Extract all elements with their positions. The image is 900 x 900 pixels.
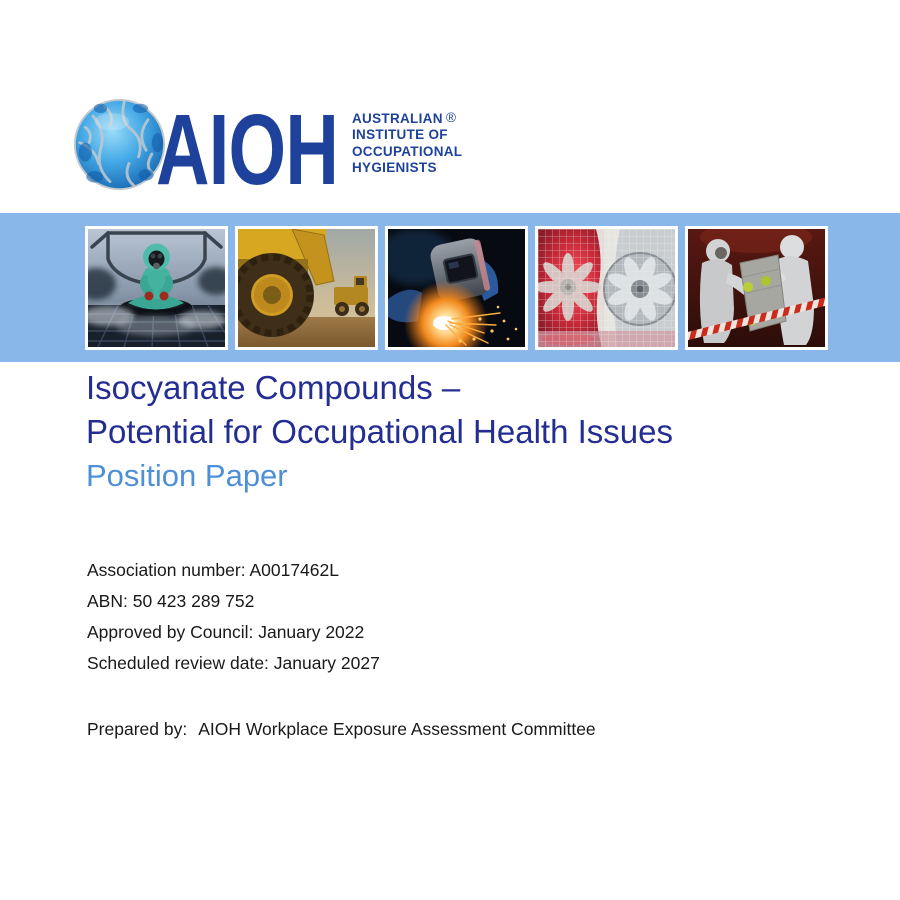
scheduled-review-line: Scheduled review date: January 2027: [87, 653, 380, 673]
logo-org-line: INSTITUTE OF: [352, 127, 448, 143]
banner-photo-welder-sparks: [385, 226, 528, 350]
prepared-by-value: AIOH Workplace Exposure Assessment Committee: [198, 719, 596, 739]
registered-trademark-symbol: ®: [446, 110, 456, 125]
document-title-line1: Isocyanate Compounds –: [86, 369, 461, 406]
banner-photo-yellow-mining-truck: [235, 226, 378, 350]
document-meta: [87, 555, 380, 679]
document-title-line2: Potential for Occupational Health Issues: [86, 412, 673, 450]
prepared-by-line: [87, 714, 596, 745]
document-subtitle: Position Paper: [86, 458, 288, 493]
association-number-line: Association number: A0017462L: [87, 560, 339, 580]
aioh-globe-icon: [72, 97, 167, 192]
banner-photo-industrial-exhaust-fans: [535, 226, 678, 350]
logo-org-line: AUSTRALIAN: [352, 111, 443, 126]
logo-acronym: AIOH: [156, 94, 339, 206]
logo-org-line: OCCUPATIONAL: [352, 143, 463, 159]
photo-strip: [85, 226, 828, 350]
photo-banner: [0, 213, 900, 362]
abn-line: ABN: 50 423 289 752: [87, 591, 255, 611]
approved-by-council-line: Approved by Council: January 2022: [87, 622, 365, 642]
banner-photo-worker-green-chemical-suit: [85, 226, 228, 350]
logo-org-line: HYGIENISTS: [352, 160, 437, 176]
document-title: [86, 366, 673, 453]
prepared-by-label: Prepared by:: [87, 719, 188, 739]
banner-photo-workers-removing-panel: [685, 226, 828, 350]
